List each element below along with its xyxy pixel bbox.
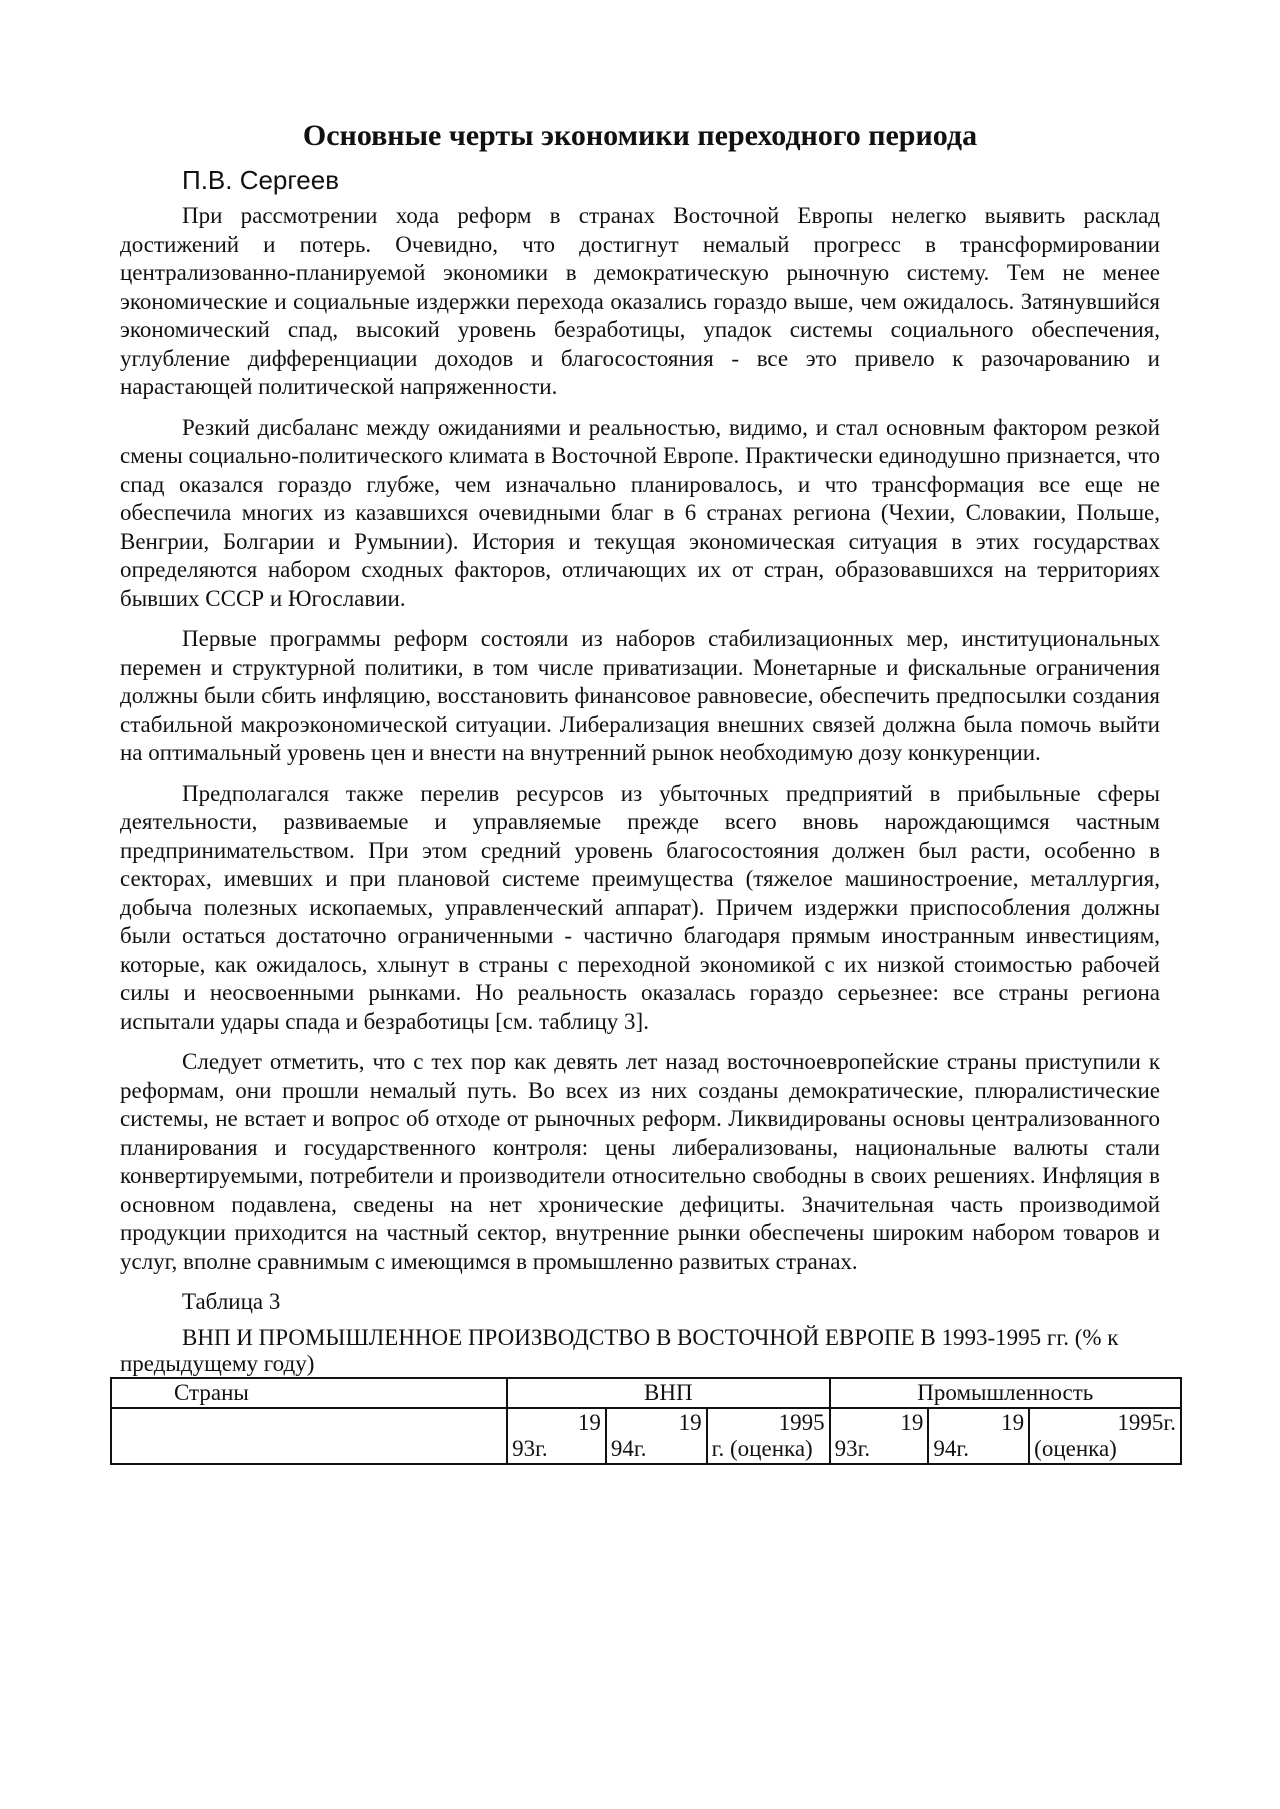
year-label-top: 19 <box>900 1409 924 1435</box>
year-label-top: 19 <box>1001 1409 1025 1435</box>
header-countries: Страны <box>111 1378 507 1408</box>
paragraph-5: Следует отметить, что с тех пор как девять лет назад восточноевропейские страны приступили к реформам, они прошли немалый путь. Во всех из них созданы демократические, плюралистические системы, не встает и вопрос об отходе от рыночных реформ. Ликвидированы основы централизованного планирования и государственного контроля: цены либерализованы, национальные валюты стали конвертируемыми, потребители и производители относительно свободны в своих решениях. Инфляция в основном подавлена, сведены на нет хронические дефициты. Значительная часть производимой продукции приходится на частный сектор, внутренние рынки обеспечены широким набором товаров и услуг, вполне сравнимым с имеющимся в промышленно развитых странах. <box>120 1049 1160 1274</box>
year-cell-gnp-1993 <box>507 1408 606 1464</box>
table-caption: Таблица 3 <box>182 1289 281 1314</box>
table-header-row <box>111 1378 1181 1408</box>
table-title: ВНП И ПРОМЫШЛЕННОЕ ПРОИЗВОДСТВО В ВОСТОЧНОЙ ЕВРОПЕ В 1993-1995 гг. (% к предыдущему году) <box>120 1324 1119 1376</box>
table-cell-empty <box>111 1408 507 1464</box>
year-label-top: 19 <box>577 1409 601 1435</box>
year-label-bottom: 94г. <box>933 1435 969 1461</box>
year-label-bottom: 93г. <box>512 1435 548 1461</box>
header-industry: Промышленность <box>830 1378 1181 1408</box>
year-label-top: 1995 <box>778 1409 825 1435</box>
document-title: Основные черты экономики переходного периода <box>302 119 978 152</box>
year-cell-industry-1994 <box>928 1408 1029 1464</box>
year-cell-gnp-1994 <box>606 1408 707 1464</box>
year-label-bottom: (оценка) <box>1034 1435 1117 1461</box>
document-page <box>120 118 1176 1465</box>
author-name: П.В. Сергеев <box>182 165 340 195</box>
year-label-top: 19 <box>678 1409 702 1435</box>
year-label-bottom: 93г. <box>834 1435 871 1461</box>
paragraph-2: Резкий дисбаланс между ожиданиями и реальностью, видимо, и стал основным фактором резкой смены социально-политического климата в Восточной Европе. Практически единодушно признается, что спад оказался гораздо глубже, чем изначально планировалось, и что трансформация все еще не обеспечила многих из казавшихся очевидными благ в 6 странах региона (Чехии, Словакии, Польше, Венгрии, Болгарии и Румынии). История и текущая экономическая ситуация в этих государствах определяются набором сходных факторов, отличающих их от стран, образовавшихся на территориях бывших СССР и Югославии. <box>120 414 1160 611</box>
year-cell-gnp-1995 <box>707 1408 830 1464</box>
year-cell-industry-1995 <box>1029 1408 1181 1464</box>
paragraph-4: Предполагался также перелив ресурсов из убыточных предприятий в прибыльные сферы деятельности, развиваемые и управляемые прежде всего вновь нарождающимся частным предпринимательством. При этом средний уровень благосостояния должен был расти, особенно в секторах, имевших и при плановой системе преимущества (тяжелое машиностроение, металлургия, добыча полезных ископаемых, управленческий аппарат). Причем издержки приспособления должны были остаться достаточно ограниченными - частично благодаря прямым иностранным инвестициям, которые, как ожидалось, хлынут в страны с переходной экономикой с их низкой стоимостью рабочей силы и неосвоенными рынками. Но реальность оказалась гораздо серьезнее: все страны региона испытали удары спада и безработицы [см. таблицу 3]. <box>120 780 1160 1034</box>
paragraph-1: При рассмотрении хода реформ в странах Восточной Европы нелегко выявить расклад достижений и потерь. Очевидно, что достигнут немалый прогресс в трансформировании централизованно-планируемой экономики в демократическую рыночную систему. Тем не менее экономические и социальные издержки перехода оказались гораздо выше, чем ожидалось. Затянувшийся экономический спад, высокий уровень безработицы, упадок системы социального обеспечения, углубление дифференциации доходов и благосостояния - все это привело к разочарованию и нарастающей политической напряженности. <box>120 203 1160 399</box>
data-table <box>110 1377 1182 1465</box>
header-gnp: ВНП <box>507 1378 829 1408</box>
year-label-bottom: г. (оценка) <box>711 1435 813 1461</box>
year-label-bottom: 94г. <box>610 1435 647 1461</box>
year-label-top: 1995г. <box>1117 1409 1176 1435</box>
table-years-row <box>111 1408 1181 1464</box>
paragraph-3: Первые программы реформ состояли из наборов стабилизационных мер, институциональных перемен и структурной политики, в том числе приватизации. Монетарные и фискальные ограничения должны были сбить инфляцию, восстановить финансовое равновесие, обеспечить предпосылки создания стабильной макроэкономической ситуации. Либерализация внешних связей должна была помочь выйти на оптимальный уровень цен и внести на внутренний рынок необходимую дозу конкуренции. <box>120 626 1160 765</box>
year-cell-industry-1993 <box>830 1408 929 1464</box>
